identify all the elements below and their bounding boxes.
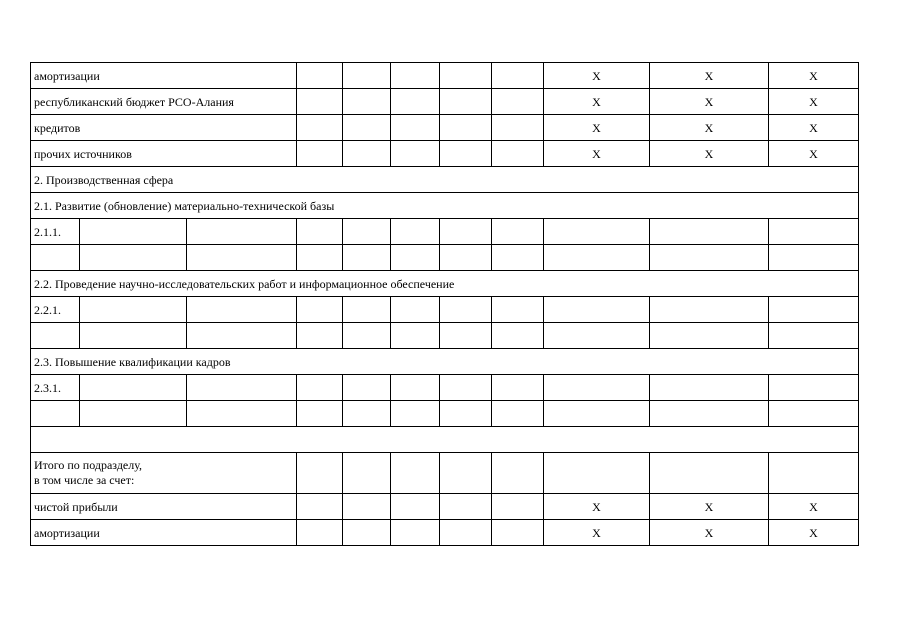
funding-source-row xyxy=(31,141,859,167)
table-cell xyxy=(544,401,650,427)
table-cell xyxy=(440,375,492,401)
item-row xyxy=(31,219,859,245)
funding-source-label: кредитов xyxy=(31,115,297,141)
x-mark: X xyxy=(769,115,859,141)
table-cell xyxy=(80,323,187,349)
table-cell xyxy=(391,245,440,271)
table-cell xyxy=(440,141,492,167)
table-cell xyxy=(492,219,544,245)
table-cell xyxy=(650,323,769,349)
table-cell xyxy=(187,323,297,349)
table-cell xyxy=(297,375,343,401)
funding-source-label: чистой прибыли xyxy=(31,494,297,520)
table-cell xyxy=(297,323,343,349)
subsection-heading-row xyxy=(31,349,859,375)
table-cell xyxy=(769,375,859,401)
item-row xyxy=(31,375,859,401)
x-mark: X xyxy=(650,141,769,167)
table-cell xyxy=(343,401,391,427)
table-cell xyxy=(492,89,544,115)
table-cell xyxy=(440,401,492,427)
subsection-title: 2.3. Повышение квалификации кадров xyxy=(31,349,859,375)
table-cell xyxy=(391,141,440,167)
table-cell xyxy=(297,453,343,494)
table-cell xyxy=(492,401,544,427)
table-cell xyxy=(440,63,492,89)
table-cell xyxy=(187,245,297,271)
item-row xyxy=(31,401,859,427)
table-cell xyxy=(297,63,343,89)
item-number: 2.1.1. xyxy=(31,219,80,245)
funding-source-label: прочих источников xyxy=(31,141,297,167)
table-cell xyxy=(544,297,650,323)
section-heading-row xyxy=(31,167,859,193)
table-cell xyxy=(31,323,80,349)
table-cell xyxy=(297,89,343,115)
item-row xyxy=(31,323,859,349)
table-cell xyxy=(80,245,187,271)
table-cell xyxy=(650,453,769,494)
table-cell xyxy=(80,297,187,323)
x-mark: X xyxy=(650,520,769,546)
x-mark: X xyxy=(544,141,650,167)
funding-source-label: республиканский бюджет РСО-Алания xyxy=(31,89,297,115)
funding-source-row xyxy=(31,115,859,141)
table-cell xyxy=(391,89,440,115)
table-cell xyxy=(187,401,297,427)
table-cell xyxy=(440,453,492,494)
table-cell xyxy=(80,375,187,401)
table-cell xyxy=(31,401,80,427)
table-cell xyxy=(343,245,391,271)
x-mark: X xyxy=(769,494,859,520)
table-cell xyxy=(343,63,391,89)
subsection-heading-row xyxy=(31,193,859,219)
x-mark: X xyxy=(650,494,769,520)
table-cell xyxy=(440,520,492,546)
table-cell xyxy=(391,323,440,349)
table-cell xyxy=(492,453,544,494)
table-cell xyxy=(343,115,391,141)
x-mark: X xyxy=(650,115,769,141)
table-cell xyxy=(769,297,859,323)
item-number: 2.3.1. xyxy=(31,375,80,401)
table-cell xyxy=(769,323,859,349)
table-cell xyxy=(769,453,859,494)
subsection-title: 2.2. Проведение научно-исследовательских работ и информационное обеспечение xyxy=(31,271,859,297)
x-mark: X xyxy=(769,63,859,89)
x-mark: X xyxy=(650,89,769,115)
funding-source-label: амортизации xyxy=(31,63,297,89)
table-cell xyxy=(187,219,297,245)
table-cell xyxy=(650,245,769,271)
section-title: 2. Производственная сфера xyxy=(31,167,859,193)
subtotal-label-line: Итого по подразделу, xyxy=(34,458,143,472)
table-cell xyxy=(80,219,187,245)
table-cell xyxy=(650,219,769,245)
x-mark: X xyxy=(650,63,769,89)
table-cell xyxy=(391,494,440,520)
table-cell xyxy=(31,245,80,271)
table-cell xyxy=(80,401,187,427)
table-cell xyxy=(769,219,859,245)
table-cell xyxy=(492,63,544,89)
investment-form-table xyxy=(30,62,859,546)
table-cell xyxy=(544,245,650,271)
table-cell xyxy=(544,375,650,401)
x-mark: X xyxy=(544,520,650,546)
subtotal-label-line: в том числе за счет: xyxy=(34,473,135,487)
x-mark: X xyxy=(769,520,859,546)
table-cell xyxy=(391,375,440,401)
table-cell xyxy=(440,297,492,323)
table-cell xyxy=(492,520,544,546)
table-cell xyxy=(297,245,343,271)
table-cell xyxy=(440,89,492,115)
subtotal-label xyxy=(31,453,297,494)
subsection-title: 2.1. Развитие (обновление) материально-технической базы xyxy=(31,193,859,219)
table-cell xyxy=(492,245,544,271)
blank-row xyxy=(31,427,859,453)
subtotal-row xyxy=(31,453,859,494)
table-cell xyxy=(343,323,391,349)
table-cell xyxy=(769,245,859,271)
table-cell xyxy=(187,375,297,401)
table-cell xyxy=(544,219,650,245)
table-cell xyxy=(492,494,544,520)
table-cell xyxy=(297,520,343,546)
funding-source-row xyxy=(31,494,859,520)
table-cell xyxy=(391,63,440,89)
table-cell xyxy=(343,494,391,520)
table-cell xyxy=(544,323,650,349)
table-cell xyxy=(769,401,859,427)
funding-source-label: амортизации xyxy=(31,520,297,546)
table-cell xyxy=(492,141,544,167)
table-cell xyxy=(297,115,343,141)
table-cell xyxy=(343,520,391,546)
table-cell xyxy=(391,219,440,245)
table-cell xyxy=(187,297,297,323)
table-cell xyxy=(492,375,544,401)
table-cell xyxy=(492,323,544,349)
funding-source-row xyxy=(31,520,859,546)
item-row xyxy=(31,297,859,323)
table-cell xyxy=(650,401,769,427)
x-mark: X xyxy=(544,63,650,89)
table-cell xyxy=(343,453,391,494)
table-cell xyxy=(391,297,440,323)
table-cell xyxy=(440,323,492,349)
x-mark: X xyxy=(544,89,650,115)
table-cell xyxy=(440,115,492,141)
x-mark: X xyxy=(544,494,650,520)
item-row xyxy=(31,245,859,271)
table-cell xyxy=(440,245,492,271)
table-cell xyxy=(650,375,769,401)
funding-source-row xyxy=(31,89,859,115)
table-cell xyxy=(297,494,343,520)
table-cell xyxy=(297,219,343,245)
table-cell xyxy=(297,141,343,167)
x-mark: X xyxy=(769,89,859,115)
subsection-heading-row xyxy=(31,271,859,297)
table-cell xyxy=(343,375,391,401)
table-cell xyxy=(492,297,544,323)
funding-source-row xyxy=(31,63,859,89)
blank-cell xyxy=(31,427,859,453)
table-cell xyxy=(343,89,391,115)
table-cell xyxy=(391,115,440,141)
table-cell xyxy=(343,219,391,245)
table-cell xyxy=(391,401,440,427)
table-cell xyxy=(297,401,343,427)
item-number: 2.2.1. xyxy=(31,297,80,323)
table-cell xyxy=(544,453,650,494)
table-cell xyxy=(391,453,440,494)
table-cell xyxy=(440,494,492,520)
table-cell xyxy=(492,115,544,141)
x-mark: X xyxy=(544,115,650,141)
table-cell xyxy=(297,297,343,323)
x-mark: X xyxy=(769,141,859,167)
table-cell xyxy=(440,219,492,245)
table-cell xyxy=(343,297,391,323)
table-cell xyxy=(343,141,391,167)
table-cell xyxy=(650,297,769,323)
table-cell xyxy=(391,520,440,546)
